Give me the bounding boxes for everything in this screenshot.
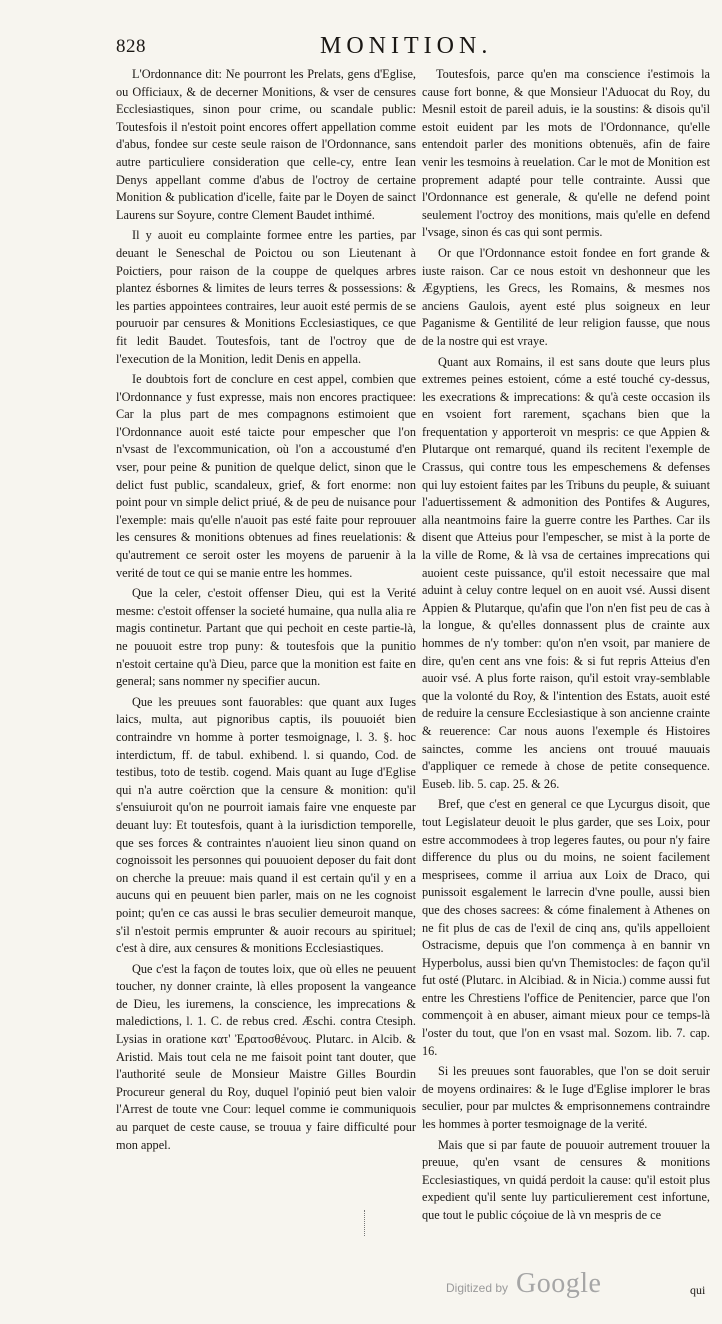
paragraph: Quant aux Romains, il est sans doute que leurs plus extremes peines estoient, cóme a esté touché cy-dessus, les execrations & imprecations: & qu'à ceste occasion ils en vsoient fort rarement, sçachans bien que la frequentation y apporteroit vn mespris: ce que Appien & Plutarque ont remarqué, quand ils recitent l'exemple de Crassus, qui contre tous les empeschemens & defenses qui luy estoient faites par les Tribuns du peuple, & suiuant l'aduertissement & admonition des Pontifes & Augures, alla neantmoins faire la guerre contre les Parthes. Car ils disent que Atteius pour l'empescher, se mist à la porte de la ville de Rome, & là vsa de certaines imprecations qui auoient ceste puissance, qu'il estoit necessaire que mal aduint à celuy contre lequel on en auoit vsé. Aussi disent Appien & Plutarque, qu'afin que l'on n'en fist peu de cas à la longue, & qu'elles donnassent plus de crainte aux hommes de n'y tomber: qu'on n'en vsoit, par maniere de dire, qu'en cent ans vne fois: & si fut repris Atteius d'en auoir vsé. A plus forte raison, qu'il estoit vray-semblable que la volonté du Roy, & l'intention des Estats, auoit esté de reduire la censure Ecclesiastique à son ancienne crainte & reuerence: Car nous auons l'exemple és Histoires sainctes, comme les anciens ont trouué mauuais d'appliquer ce remede à chose de petite consequence. Euseb. lib. 5. cap. 25. & 26. — [422, 354, 710, 791]
page-mark — [364, 1210, 368, 1236]
page-number: 828 — [116, 36, 146, 57]
paragraph: Ie doubtois fort de conclure en cest appel, combien que l'Ordonnance y fust expresse, mais non encores practiquee: Car la plus part de mes compagnons estimoient que l'Ordonnance auoit esté taicte pour empescher que l'on n'vsast de l'excommunication, où l'on a accoustumé d'en vser, pour peine & punition de quelque delict, sinon que le delict fust public, scandaleux, grief, & fort enorme: non point pour vn simple delict priué, & de peu de nuisance pour l'exemple: mais qu'elle n'auoit pas esté faite pour reprouuer les censures & monitions obtenues ad fines reuelationis: & qu'autrement ce seroit oster les moyens de paruenir à la verité de tout ce qui se manie entre les hommes. — [116, 372, 416, 580]
watermark-digitized-label: Digitized by — [446, 1281, 509, 1295]
paragraph: Toutesfois, parce qu'en ma conscience i'estimois la cause fort bonne, & que Monsieur l'Aduocat du Roy, du Mesnil estoit de pareil aduis, ie la soustins: & disois qu'il estoit euident par les mots de l'Ordonnance, qu'elle entendoit parler des monitions obtenuës, afin de faire venir les tesmoins à reuelation. Car le mot de Monition est proprement adapté pour telle contrainte. Aussi que l'Ordonnance est generale, & qu'elle ne defend point seulement l'octroy des monitions, mais qu'elle en defend l'vsage, sinon és cas qui sont permis. — [422, 67, 710, 240]
paragraph: Que la celer, c'estoit offenser Dieu, qui est la Verité mesme: c'estoit offenser la societé humaine, qua nulla alia re magis continetur. Partant que qui pechoit en ceste partie-là, ne pouuoit estre trop puny: & toutesfois que la punitio n'estoit certaine qu'à Dieu, parce que la monition est faite en general; sans nommer ny specifier aucun. — [116, 586, 416, 689]
paragraph: Si les preuues sont fauorables, que l'on se doit seruir de moyens ordinaires: & le Iuge d'Eglise implorer le bras seculier, pour par mulctes & emprisonnemens contraindre les hommes à porter tesmoignage de la verité. — [422, 1064, 710, 1132]
paragraph: Que c'est la façon de toutes loix, que où elles ne peuuent toucher, ny donner crainte, là elles proposent la vangeance de Dieu, les iuremens, la conscience, les imprecations & maledictions, l. 1. C. de rebus cred. Æschi. contra Ctesiph. Lysias in oratione κατ' Ἐρατοσθένους. Plutarc. in Alcib. & Aristid. Mais tout cela ne me faisoit point tant douter, que l'authorité seule de Monsieur Maistre Gilles Bourdin Procureur general du Roy, duquel l'opinió peut bien valoir l'Arrest de toute vne Cour: lequel comme ie communiquois au parquet de ceste cause, se trouua y faire difficulté pour mon appel. — [116, 961, 416, 1152]
paragraph: Mais que si par faute de pouuoir autrement trouuer la preuue, qu'en vsant de censures & monitions Ecclesiastiques, vn quidá perdoit la cause: qu'il estoit plus expedient qu'il sente luy particulierement cest infortune, que tout le public cóçoiue de là vn mespris de ce — [422, 1137, 710, 1222]
watermark-brand-logo: Google — [516, 1268, 602, 1299]
left-column — [116, 66, 416, 1154]
digitization-watermark — [446, 1268, 601, 1300]
paragraph: L'Ordonnance dit: Ne pourront les Prelats, gens d'Eglise, ou Officiaux, & de decerner Monitions, & vser de censures Ecclesiastiques, sinon pour crime, ou scandale public: Toutesfois il n'estoit point encores offert appellation comme d'abus, fondee sur ceste seule raison de l'Ordonnance, sans autre particuliere consideration que celle-cy, entre Iean Denys appellant comme d'abus de l'octroy de certaine Monition & publication d'icelle, faite par le Doyen de sainct Laurens sur Soyure, contre Clement Baudet inthimé. — [116, 67, 416, 222]
right-column — [422, 66, 710, 1225]
paragraph: Que les preuues sont fauorables: que quant aux Iuges laics, multa, aut pignoribus captis, ils pouuoiét bien contraindre vn homme à porter tesmoignage, l. 3. §. hoc interdictum, ff. de tabul. exhibend. l. si quando, Cod. de testibus, toto de testib. cogend. Mais quant au Iuge d'Eglise qui n'a autre coërction que la censure & monition: qu'il s'ensuiuroit qu'on ne pourroit iamais faire vne enqueste par deuant luy: Et toutesfois, quant à la iurisdiction temporelle, que ses forces & contraintes n'auoient lieu sinon quand on cognoissoit les personnes qui pouuoient deposer du fait dont on cherche la preuue: mais quand il est certain qu'il y en a aucuns qui en peuuent bien parler, mais on ne les cognoist point; qu'en ce cas aussi le bras seculier demeuroit manque, s'il n'estoit permis emprunter & auoir recours au spirituel; c'est à dire, aux censures & monitions Ecclesiastiques. — [116, 694, 416, 956]
paragraph: Bref, que c'est en general ce que Lycurgus disoit, que tout Legislateur deuoit le plus garder, que ses Loix, pour estre accommodees à trop legeres fautes, ou pour n'y faire difference du plus ou du moins, ne soient facilement mesprisees, comme il arriua aux Loix de Draco, qui punissoit esgalement le larrecin d'vne poulle, aussi bien que des choses sacrees: & cóme finalement à Athenes on ne fit plus de cas de l'exil de cinq ans, qu'ils appelloient Ostracisme, depuis que l'on commença à en bannir vn Hyperbolus, aussi bien qu'vn Themistocles: de façon qu'il fut osté (Plutarc. in Alcibiad. & in Nicia.) comme aussi fut entre les Chrestiens l'office de Penitencier, parce que l'on commençoit à en abuser, aimant mieux pour ce temps-là l'oster du tout, que l'on en vsast mal. Sozom. lib. 7. cap. 16. — [422, 797, 710, 1058]
paragraph: Or que l'Ordonnance estoit fondee en fort grande & iuste raison. Car ce nous estoit vn deshonneur que les Ægyptiens, les Grecs, les Romains, & mesmes nos anciens Gaulois, ayent esté plus soigneux en leur Paganisme & Gentilité de leur religion fausse, que nous de la nostre qui est vraye. — [422, 245, 710, 348]
paragraph: Il y auoit eu complainte formee entre les parties, par deuant le Seneschal de Poictou ou son Lieutenant à Poictiers, pour raison de la couppe de quelques arbres plantez ésbornes & limites de leurs terres & possessions: & les parties appointees contraires, leur auoit esté permis de se pouruoir par censures & Monitions Ecclesiastiques, ce que fit ledit Baudet. Toutesfois, tant de l'octroy que de l'execution de la Monition, ledit Denis en appella. — [116, 228, 416, 366]
running-title: MONITION. — [320, 33, 493, 59]
catchword: qui — [690, 1283, 706, 1297]
